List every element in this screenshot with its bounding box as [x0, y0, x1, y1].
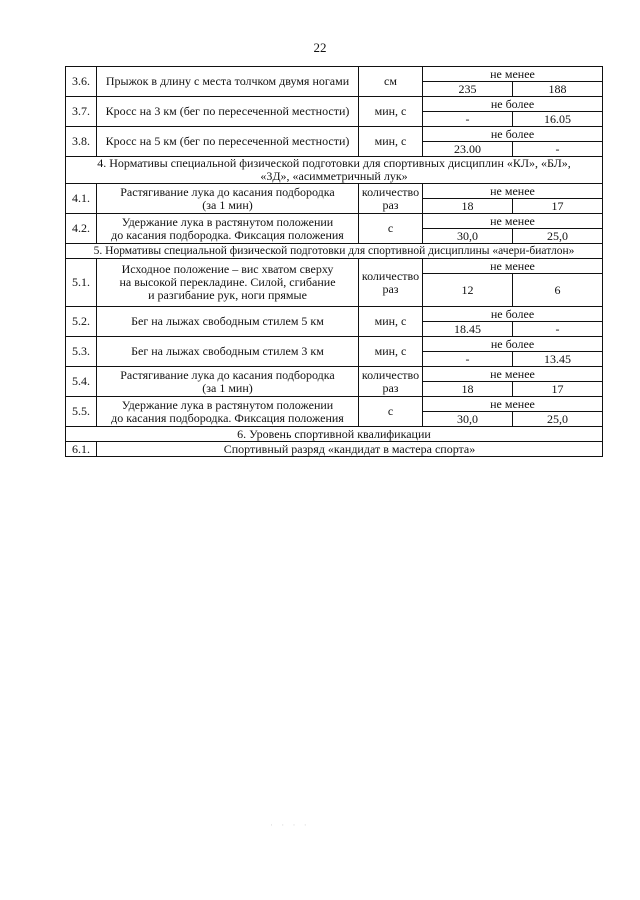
exercise-name-line: Удержание лука в растянутом положении	[121, 397, 334, 412]
unit: мин, с	[359, 127, 423, 157]
unit: мин, с	[359, 337, 423, 367]
section-5-title: 5. Нормативы специальной физической подготовки для спортивной дисциплины «ачери-биатлон»	[66, 244, 603, 259]
limit-label: не более	[423, 337, 603, 352]
norms-table	[65, 66, 603, 457]
table-row	[66, 259, 603, 274]
exercise-name	[97, 397, 359, 427]
value-2: 13.45	[513, 352, 603, 367]
section-4-line-1: 4. Нормативы специальной физической подготовки для спортивных дисциплин «КЛ», «БЛ»,	[97, 156, 571, 170]
value-2: 188	[513, 82, 603, 97]
row-number: 5.5.	[66, 397, 97, 427]
exercise-name	[97, 259, 359, 307]
exercise-name-line: Растягивание лука до касания подбородка	[120, 367, 335, 382]
exercise-name-line: (за 1 мин)	[202, 380, 253, 395]
unit: мин, с	[359, 307, 423, 337]
table-row	[66, 97, 603, 112]
value-1: 18	[423, 382, 513, 397]
exercise-name: Кросс на 5 км (бег по пересеченной местности)	[97, 127, 359, 157]
table-row	[66, 214, 603, 229]
value-1: -	[423, 112, 513, 127]
value-1: 23.00	[423, 142, 513, 157]
limit-label: не более	[423, 127, 603, 142]
row-number: 3.7.	[66, 97, 97, 127]
limit-label: не менее	[423, 184, 603, 199]
row-number: 5.2.	[66, 307, 97, 337]
section-4-title	[66, 157, 603, 184]
value-1: 30,0	[423, 412, 513, 427]
exercise-name-line: Растягивание лука до касания подбородка	[120, 184, 335, 199]
table-row	[66, 307, 603, 322]
row-number: 6.1.	[66, 442, 97, 457]
exercise-name	[97, 367, 359, 397]
table-row	[66, 127, 603, 142]
row-number: 3.6.	[66, 67, 97, 97]
exercise-name-line: до касания подбородка. Фиксация положения	[111, 410, 344, 425]
table-row	[66, 397, 603, 412]
row-number: 5.3.	[66, 337, 97, 367]
unit-line: раз	[382, 380, 399, 395]
row-number: 4.2.	[66, 214, 97, 244]
unit-line: раз	[382, 197, 399, 212]
unit-line: количество	[361, 367, 420, 382]
unit	[359, 367, 423, 397]
exercise-name-line: Удержание лука в растянутом положении	[121, 214, 334, 229]
table-row	[66, 442, 603, 457]
value-2: 25,0	[513, 412, 603, 427]
value-2: 17	[513, 199, 603, 214]
unit-line: количество	[361, 268, 420, 283]
table-row	[66, 367, 603, 382]
exercise-name-line: до касания подбородка. Фиксация положения	[111, 227, 344, 242]
limit-label: не менее	[423, 397, 603, 412]
limit-label: не менее	[423, 214, 603, 229]
value-1: 12	[423, 274, 513, 307]
value-1: 18.45	[423, 322, 513, 337]
page-number: 22	[313, 40, 327, 55]
exercise-name: Прыжок в длину с места толчком двумя ногами	[97, 67, 359, 97]
unit: мин, с	[359, 97, 423, 127]
section-header	[66, 157, 603, 184]
row-number: 5.4.	[66, 367, 97, 397]
exercise-name	[97, 214, 359, 244]
limit-label: не менее	[423, 67, 603, 82]
value-1: 235	[423, 82, 513, 97]
scan-smudge: · · · ·	[270, 820, 310, 830]
unit	[359, 184, 423, 214]
value-2: -	[513, 142, 603, 157]
value-2: 6	[513, 274, 603, 307]
exercise-name-line: и разгибание рук, ноги прямые	[148, 288, 307, 302]
limit-label: не более	[423, 97, 603, 112]
row-number: 4.1.	[66, 184, 97, 214]
unit-line: раз	[382, 281, 399, 296]
unit: с	[359, 214, 423, 244]
table-row	[66, 337, 603, 352]
value-2: 16.05	[513, 112, 603, 127]
exercise-name: Бег на лыжах свободным стилем 3 км	[97, 337, 359, 367]
exercise-name-line: на высокой перекладине. Силой, сгибание	[119, 275, 336, 289]
limit-label: не менее	[423, 259, 603, 274]
value-2: 17	[513, 382, 603, 397]
section-header	[66, 427, 603, 442]
value-2: -	[513, 322, 603, 337]
value-1: 30,0	[423, 229, 513, 244]
value-2: 25,0	[513, 229, 603, 244]
value-1: 18	[423, 199, 513, 214]
limit-label: не менее	[423, 367, 603, 382]
row-number: 5.1.	[66, 259, 97, 307]
table-row	[66, 67, 603, 82]
table-row	[66, 184, 603, 199]
section-6-title: 6. Уровень спортивной квалификации	[66, 427, 603, 442]
exercise-name-line: (за 1 мин)	[202, 197, 253, 212]
section-header	[66, 244, 603, 259]
exercise-name: Бег на лыжах свободным стилем 5 км	[97, 307, 359, 337]
qualification-text: Спортивный разряд «кандидат в мастера спорта»	[97, 442, 603, 457]
limit-label: не более	[423, 307, 603, 322]
section-4-line-2: «3Д», «асимметричный лук»	[260, 169, 408, 183]
exercise-name-line: Исходное положение – вис хватом сверху	[121, 262, 334, 276]
unit: см	[359, 67, 423, 97]
value-1: -	[423, 352, 513, 367]
unit: с	[359, 397, 423, 427]
row-number: 3.8.	[66, 127, 97, 157]
unit-line: количество	[361, 184, 420, 199]
unit	[359, 259, 423, 307]
exercise-name	[97, 184, 359, 214]
exercise-name: Кросс на 3 км (бег по пересеченной местности)	[97, 97, 359, 127]
